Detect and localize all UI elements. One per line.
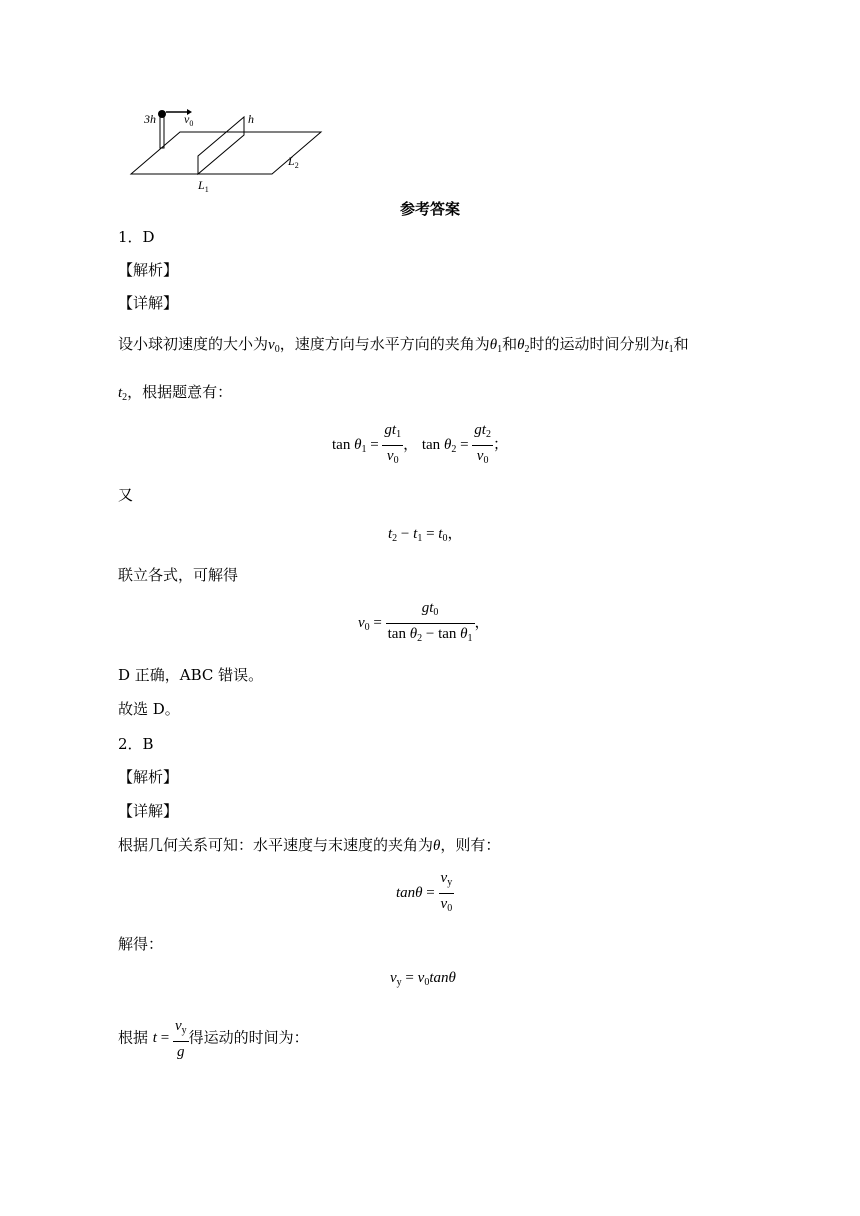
q2-jiexi: 【解析】 bbox=[118, 768, 179, 786]
figure-label-L2: $L_2$ bbox=[288, 154, 299, 170]
q2-paragraph-last: 根据 t = $\frac{v_y}{g}$ 得运动的时间为： bbox=[118, 1018, 309, 1060]
q1-paragraph-2: $t_2$，根据题意有： bbox=[118, 383, 233, 403]
q2-equation-tan: tanθ = $\frac{v_y}{v_0}$ bbox=[396, 870, 453, 914]
q2-number: 2．B bbox=[118, 735, 154, 753]
q1-paragraph-1: 设小球初速度的大小为$v_0$，速度方向与水平方向的夹角为$\theta_1$和$\theta_2$时的运动时间分别为$t_1$和 bbox=[118, 335, 689, 355]
q1-equation-v0: $v_0$ = $\frac{gt_0}{\tan \theta_2 - \tan \theta_1}$ ， bbox=[358, 600, 490, 644]
figure-label-v0: $v_0$ bbox=[184, 112, 194, 128]
figure-label-L1: $L_1$ bbox=[198, 178, 209, 194]
q1-number: 1．D bbox=[118, 228, 155, 246]
physics-figure bbox=[125, 100, 335, 195]
q1-xiangjie: 【详解】 bbox=[118, 294, 179, 312]
q1-jiexi: 【解析】 bbox=[118, 261, 179, 279]
q2-xiangjie: 【详解】 bbox=[118, 802, 179, 820]
figure-label-3h: 3h bbox=[144, 112, 156, 126]
q1-choose: 故选 D。 bbox=[118, 700, 180, 718]
q2-jiede: 解得： bbox=[118, 935, 164, 953]
figure-label-h: h bbox=[248, 112, 254, 126]
q2-paragraph-1: 根据几何关系可知：水平速度与末速度的夹角为θ，则有： bbox=[118, 836, 501, 854]
answer-header: 参考答案 bbox=[399, 200, 460, 218]
q1-equation-time: $t_2 - t_1 = t_0$， bbox=[388, 526, 463, 544]
q1-equation-tan: $\tan \theta_1$ = $\frac{gt_1}{v_0}$ ， $\tan \theta_2$ = $\frac{gt_2}{v_0}$ ； bbox=[332, 422, 508, 466]
q1-conclusion: D 正确，ABC 错误。 bbox=[118, 666, 264, 684]
q2-equation-vy: $v_y = v_0\tan\theta$ bbox=[390, 970, 456, 988]
q1-you: 又 bbox=[118, 486, 134, 504]
q1-lianli: 联立各式，可解得 bbox=[118, 566, 239, 584]
